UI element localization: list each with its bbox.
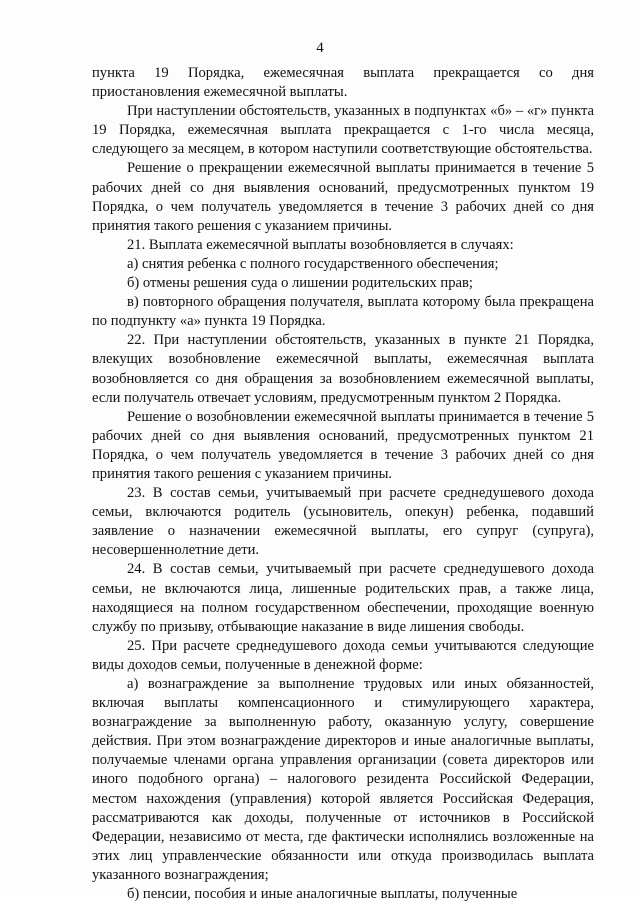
paragraph: б) пенсии, пособия и иные аналогичные выплаты, полученные [127,886,518,903]
paragraph: 24. В состав семьи, учитываемый при расчете среднедушевого дохода семьи, не включаются лица, лишенные родительских прав, а также лица, находящиеся на полном государственном обеспечении, проходящие военную службу по призыву, отбывающие наказание в виде лишения свободы. [92,561,594,635]
paragraph: в) повторного обращения получателя, выплата которому была прекращена по подпункту «а» пункта 19 Порядка. [92,294,594,330]
paragraph: а) вознаграждение за выполнение трудовых или иных обязанностей, включая выплаты компенсационного и стимулирующего характера, вознаграждение за выполненную работу, оказанную услугу, совершение действия. При этом вознаграждение директоров и иные аналогичные выплаты, получаемые членами органа управления организации (совета директоров или иного подобного органа) – налогового резидента Российской Федерации, местом нахождения (управления) которой является Российская Федерация, рассматриваются как доходы, полученные от источников в Российской Федерации, независимо от места, где фактически исполнялись возложенные на этих лиц управленческие обязанности или откуда производилась выплата указанного вознаграждения; [92,676,594,883]
paragraph: 22. При наступлении обстоятельств, указанных в пункте 21 Порядка, влекущих возобновление ежемесячной выплаты, ежемесячная выплата возобновляется со дня обращения за возобновлением ежемесячной выплаты, если получатель отвечает условиям, предусмотренным пунктом 2 Порядка. [92,332,594,406]
paragraph: Решение о возобновлении ежемесячной выплаты принимается в течение 5 рабочих дней со дня выявления оснований, предусмотренных пунктом 21 Порядка, о чем получатель уведомляется в течение 3 рабочих дней со дня принятия такого решения с указанием причины. [92,408,594,482]
paragraph: Решение о прекращении ежемесячной выплаты принимается в течение 5 рабочих дней со дня выявления оснований, предусмотренных пунктом 19 Порядка, о чем получатель уведомляется в течение 3 рабочих дней со дня принятия такого решения с указанием причины. [92,160,594,234]
paragraph: 25. При расчете среднедушевого дохода семьи учитываются следующие виды доходов семьи, полученные в денежной форме: [92,637,594,673]
paragraph: 23. В состав семьи, учитываемый при расчете среднедушевого дохода семьи, включаются родитель (усыновитель, опекун) ребенка, подавший заявление о назначении ежемесячной выплаты, его супруг (супруга), несовершеннолетние дети. [92,485,594,559]
paragraph: б) отмены решения суда о лишении родительских прав; [127,275,473,292]
document-body [92,64,594,904]
paragraph-continuation: пункта 19 Порядка, ежемесячная выплата прекращается со дня приостановления ежемесячной выплаты. [92,65,594,101]
paragraph: При наступлении обстоятельств, указанных в подпунктах «б» – «г» пункта 19 Порядка, ежемесячная выплата прекращается с 1-го числа месяца, следующего за месяцем, в котором наступили соответствующие обстоятельства. [92,103,594,158]
page-number: 4 [316,40,324,56]
paragraph: 21. Выплата ежемесячной выплаты возобновляется в случаях: [127,236,514,253]
paragraph: а) снятия ребенка с полного государственного обеспечения; [127,255,499,272]
